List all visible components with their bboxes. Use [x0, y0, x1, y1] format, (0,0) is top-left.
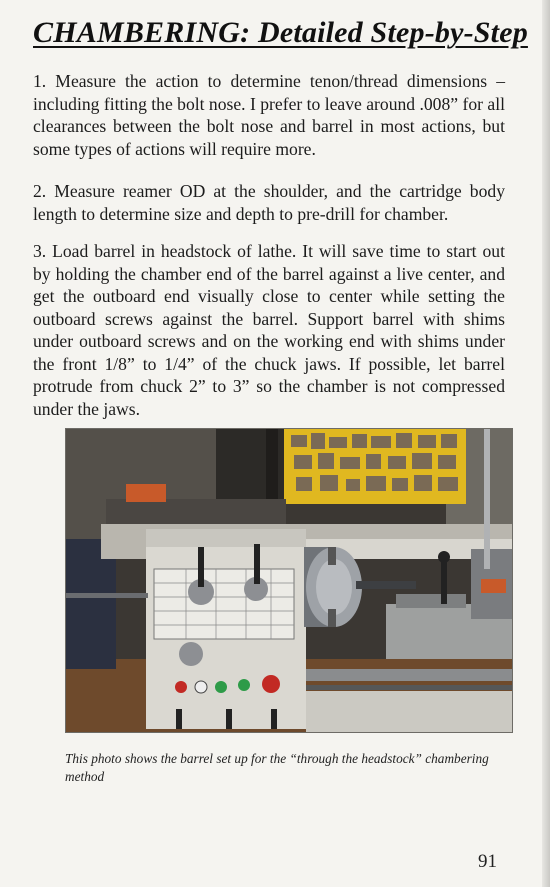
page-title: CHAMBERING: Detailed Step-by-Step — [33, 16, 528, 49]
lathe-photo — [65, 428, 513, 733]
step-3-paragraph: 3. Load barrel in headstock of lathe. It will save time to start out by holding the chamber end of the barrel against a live center, and get the outboard end visually close to center while setting the outboard screws against the barrel. Support barrel with shims under outboard screws and on the working end with shims under the front 1/8” to 1/4” of the chuck jaws. If possible, let barrel protrude from chuck 2” to 3” so the chamber is not compressed under the jaws. — [33, 241, 505, 419]
page-edge — [542, 0, 550, 887]
photo-caption: This photo shows the barrel set up for the “through the headstock” chambering method — [65, 751, 489, 784]
step-2-paragraph: 2. Measure reamer OD at the shoulder, and the cartridge body length to determine size and depth to pre-drill for chamber. — [33, 181, 505, 224]
step-1-paragraph: 1. Measure the action to determine tenon/thread dimensions – including fitting the bolt nose. I prefer to leave around .008” for all clearances between the bolt nose and barrel in most actions, but some types of actions will require more. — [33, 71, 505, 159]
lathe-photo-illustration — [66, 429, 512, 732]
page-number: 91 — [478, 851, 497, 872]
